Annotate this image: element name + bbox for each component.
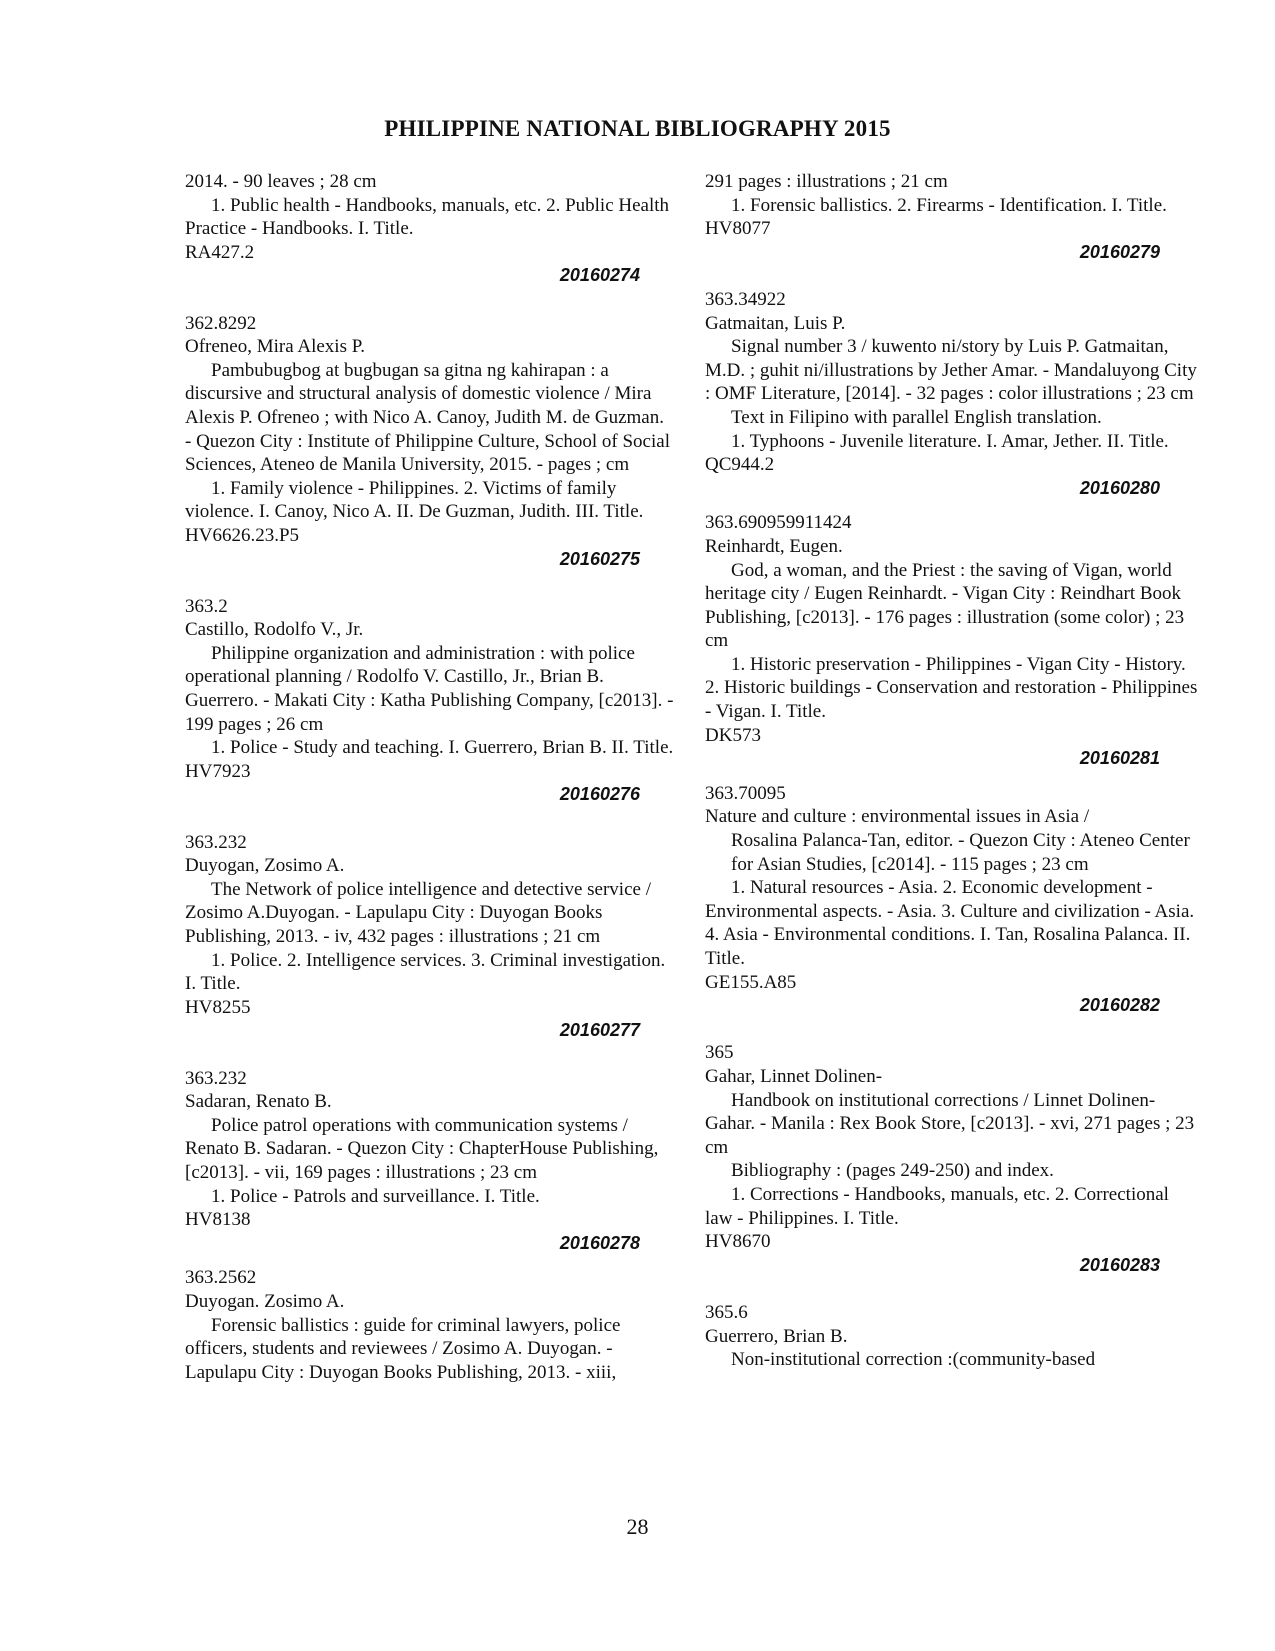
call-number: HV7923 xyxy=(185,760,251,782)
call-number: QC944.2 xyxy=(705,454,775,476)
ddc-number: 362.8292 xyxy=(185,312,257,334)
record-number: 20160282 xyxy=(1079,995,1160,1016)
record-number: 20160283 xyxy=(1079,1254,1160,1275)
call-number: HV8077 xyxy=(705,218,771,240)
bib-entry xyxy=(185,1266,675,1384)
author: Duyogan. Zosimo A. xyxy=(185,1290,345,1312)
note: Bibliography : (pages 249-250) and index. xyxy=(731,1160,1054,1182)
record-number: 20160278 xyxy=(559,1232,640,1253)
physical-description: 2014. - 90 leaves ; 28 cm xyxy=(185,171,377,192)
author: Ofreneo, Mira Alexis P. xyxy=(185,336,365,358)
subject-headings: 1. Family violence - Philippines. 2. Victims of family violence. I. Canoy, Nico A. II. De Guzman, Judith. III. Title. xyxy=(185,477,644,523)
ddc-number: 363.34922 xyxy=(705,288,786,310)
subject-headings: 1. Corrections - Handbooks, manuals, etc. 2. Correctional law - Philippines. I. Title. xyxy=(705,1183,1169,1229)
subject-headings: 1. Natural resources - Asia. 2. Economic development - Environmental aspects. - Asia. 3. Culture and civilization - Asia. 4. Asia - Environmental conditions. I. Tan, Rosalina Palanca. II. Title. xyxy=(705,877,1195,969)
bib-entry xyxy=(705,782,1200,1018)
bib-entry xyxy=(185,831,675,1043)
ddc-number: 363.2 xyxy=(185,595,228,617)
title-statement: Non-institutional correction :(community-based xyxy=(731,1349,1096,1371)
record-number: 20160280 xyxy=(1079,477,1160,498)
title-statement: Pambubugbog at bugbugan sa gitna ng kahirapan : a discursive and structural analysis of domestic violence / Mira Alexis P. Ofreneo ; with Nico A. Canoy, Judith M. de Guzman. - Quezon City : Institute of Philippine Culture, School of Social Sciences, Ateneo de Manila University, 2015. - pages ; cm xyxy=(185,359,670,476)
author: Gahar, Linnet Dolinen- xyxy=(705,1065,883,1087)
author: Duyogan, Zosimo A. xyxy=(185,855,345,877)
record-number: 20160279 xyxy=(1079,241,1160,262)
bib-entry xyxy=(185,1067,675,1256)
title-statement: Police patrol operations with communication systems / Renato B. Sadaran. - Quezon City : ChapterHouse Publishing, [c2013]. - vii, 169 pages : illustrations ; 23 cm xyxy=(185,1114,659,1183)
author: Sadaran, Renato B. xyxy=(185,1091,332,1113)
continued-entry xyxy=(185,170,675,288)
call-number: DK573 xyxy=(705,724,761,746)
subject-headings: 1. Police. 2. Intelligence services. 3. Criminal investigation. I. Title. xyxy=(185,949,666,995)
page-number: 28 xyxy=(626,1514,649,1539)
ddc-number: 363.232 xyxy=(185,1067,247,1089)
bib-entry xyxy=(705,288,1200,500)
right-column xyxy=(705,170,1200,1372)
ddc-number: 363.2562 xyxy=(185,1267,257,1289)
bib-entry xyxy=(705,511,1200,771)
author: Reinhardt, Eugen. xyxy=(705,535,843,557)
title-statement: Signal number 3 / kuwento ni/story by Luis P. Gatmaitan, M.D. ; guhit ni/illustrations by Jether Amar. - Mandaluyong City : OMF Literature, [2014]. - 32 pages : color illustrations ; 23 cm xyxy=(705,336,1197,405)
title-statement: Handbook on institutional corrections / Linnet Dolinen-Gahar. - Manila : Rex Book Store, [c2013]. - xvi, 271 pages ; 23 cm xyxy=(705,1089,1195,1158)
bib-entry xyxy=(705,1301,1200,1372)
record-number: 20160276 xyxy=(559,784,640,805)
ddc-number: 365 xyxy=(705,1042,734,1064)
record-number: 20160277 xyxy=(559,1020,640,1041)
author: Gatmaitan, Luis P. xyxy=(705,312,846,334)
bib-entry xyxy=(705,1041,1200,1277)
record-number: 20160274 xyxy=(559,265,640,286)
title-statement: Philippine organization and administration : with police operational planning / Rodolfo V. Castillo, Jr., Brian B. Guerrero. - Makati City : Katha Publishing Company, [c2013]. - 199 pages ; 26 cm xyxy=(185,642,674,735)
call-number: HV8138 xyxy=(185,1209,251,1231)
call-number: HV8255 xyxy=(185,996,251,1018)
title-statement: God, a woman, and the Priest : the saving of Vigan, world heritage city / Eugen Reinhardt. - Vigan City : Reindhart Book Publishing, [c2013]. - 176 pages : illustration (some color) ; 23 cm xyxy=(705,559,1185,652)
bib-entry xyxy=(185,595,675,807)
bib-entry xyxy=(185,312,675,572)
note: Text in Filipino with parallel English translation. xyxy=(731,406,1102,428)
record-number: 20160281 xyxy=(1079,748,1160,769)
continued-entry xyxy=(705,170,1200,264)
ddc-number: 363.232 xyxy=(185,831,247,853)
record-number: 20160275 xyxy=(559,548,640,569)
subject-headings: 1. Police - Study and teaching. I. Guerrero, Brian B. II. Title. xyxy=(211,737,674,759)
page-title: PHILIPPINE NATIONAL BIBLIOGRAPHY 2015 xyxy=(384,116,891,141)
subject-headings: 1. Historic preservation - Philippines - Vigan City - History. 2. Historic buildings - Conservation and restoration - Philippines - Vigan. I. Title. xyxy=(705,653,1198,723)
title-statement: Rosalina Palanca-Tan, editor. - Quezon City : Ateneo Center for Asian Studies, [c2014]. - 115 pages ; 23 cm xyxy=(731,830,1190,875)
author: Castillo, Rodolfo V., Jr. xyxy=(185,619,364,641)
subject-headings: 1. Public health - Handbooks, manuals, etc. 2. Public Health Practice - Handbooks. I. Title. xyxy=(185,194,670,240)
title-statement: Forensic ballistics : guide for criminal lawyers, police officers, students and reviewees / Zosimo A. Duyogan. - Lapulapu City : Duyogan Books Publishing, 2013. - xiii, xyxy=(185,1314,621,1383)
physical-description: 291 pages : illustrations ; 21 cm xyxy=(705,171,948,192)
subject-headings: 1. Police - Patrols and surveillance. I. Title. xyxy=(211,1185,540,1207)
ddc-number: 363.690959911424 xyxy=(705,512,852,534)
title-main: Nature and culture : environmental issues in Asia / xyxy=(705,806,1090,828)
call-number: GE155.A85 xyxy=(705,971,797,993)
ddc-number: 365.6 xyxy=(705,1301,748,1323)
author: Guerrero, Brian B. xyxy=(705,1325,848,1347)
call-number: HV6626.23.P5 xyxy=(185,524,300,546)
call-number: HV8670 xyxy=(705,1231,771,1253)
ddc-number: 363.70095 xyxy=(705,782,786,804)
left-column xyxy=(185,170,675,1384)
subject-headings: 1. Typhoons - Juvenile literature. I. Amar, Jether. II. Title. xyxy=(731,430,1169,452)
call-number: RA427.2 xyxy=(185,241,255,263)
subject-headings: 1. Forensic ballistics. 2. Firearms - Identification. I. Title. xyxy=(731,194,1167,216)
title-statement: The Network of police intelligence and detective service / Zosimo A.Duyogan. - Lapulapu City : Duyogan Books Publishing, 2013. - iv, 432 pages : illustrations ; 21 cm xyxy=(185,878,651,947)
